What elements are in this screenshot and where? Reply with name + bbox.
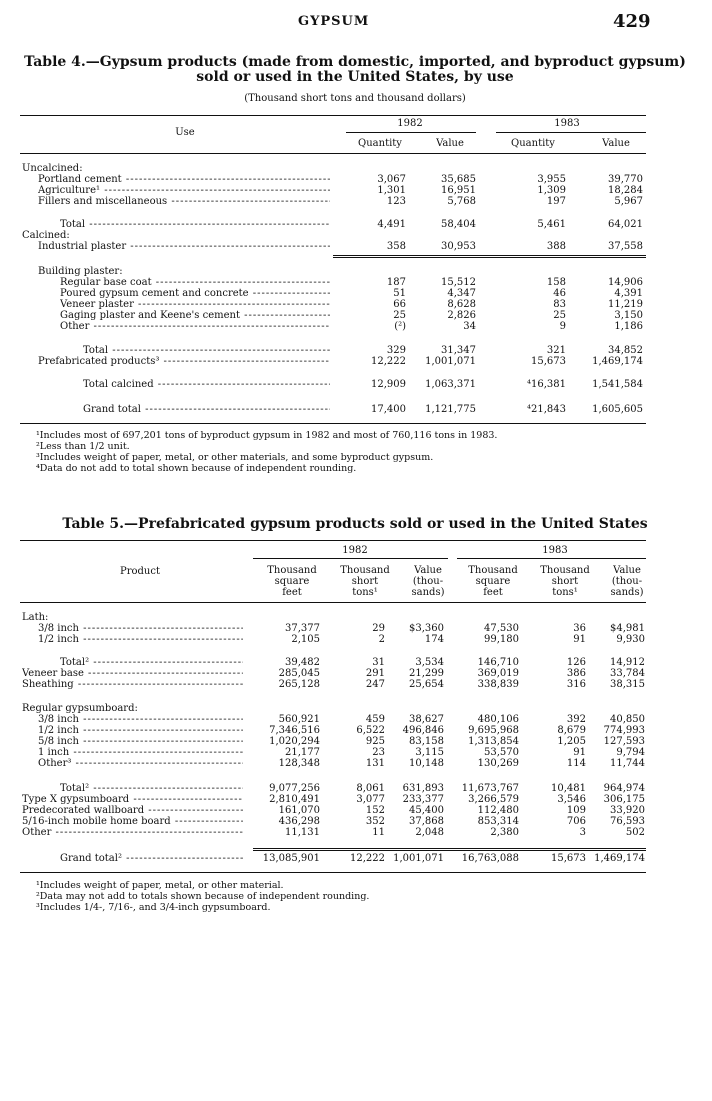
- table-cell: 64,021: [608, 219, 643, 230]
- table-cell: 2,826: [447, 310, 476, 321]
- row-label: Other³ -----: [38, 758, 243, 769]
- table-row: [0, 321, 712, 332]
- table5-col-value-1982-line2: (thou-: [412, 576, 444, 587]
- row-label: Prefabricated products³ -----: [38, 356, 330, 367]
- table-cell: 9: [559, 321, 566, 332]
- table5-col-sqft-1982-line2: square: [274, 576, 310, 587]
- table-cell: 35,685: [441, 174, 476, 185]
- table-cell: 17,400: [371, 404, 406, 415]
- table-cell: 23: [372, 747, 385, 758]
- table-cell: 3,077: [356, 794, 385, 805]
- table-cell: 8,679: [557, 725, 586, 736]
- table-cell: 3,150: [614, 310, 643, 321]
- table-row: [0, 758, 712, 769]
- table4-footnote-2: ²Less than 1/2 unit.: [36, 441, 130, 452]
- table5-col-sqft-1983-line3: feet: [483, 587, 503, 598]
- table-cell: 10,148: [409, 758, 444, 769]
- table-row: [0, 163, 712, 174]
- table-cell: 1,001,071: [393, 853, 444, 864]
- table-cell: 9,794: [616, 747, 645, 758]
- table-cell: 285,045: [278, 668, 320, 679]
- table5-1983-rule: [457, 558, 646, 559]
- table-cell: 12,909: [371, 379, 406, 390]
- table-cell: 34: [463, 321, 476, 332]
- table-cell: 15,673: [531, 356, 566, 367]
- table-cell: 2: [378, 634, 385, 645]
- table-cell: 4,391: [614, 288, 643, 299]
- table5-col-sqft-1982-line3: feet: [282, 587, 302, 598]
- table-cell: 1,313,854: [468, 736, 519, 747]
- table-row: [0, 356, 712, 367]
- row-label: Poured gypsum cement and concrete -----: [60, 288, 330, 299]
- table-cell: 2,048: [415, 827, 444, 838]
- table5-col-tons-1982-line2: short: [351, 576, 379, 587]
- table-cell: 83,158: [409, 736, 444, 747]
- table-cell: 31,347: [441, 345, 476, 356]
- table-row: [0, 805, 712, 816]
- table-cell: 58,404: [441, 219, 476, 230]
- table-cell: 480,106: [477, 714, 519, 725]
- table4-col-use: Use: [175, 127, 195, 138]
- table-cell: 1,186: [614, 321, 643, 332]
- table4-footnote-1: ¹Includes most of 697,201 tons of byproduct gypsum in 1982 and most of 760,116 tons in 1983.: [36, 430, 498, 441]
- table-cell: 53,570: [484, 747, 519, 758]
- table-cell: 321: [546, 345, 566, 356]
- table-cell: 1,309: [537, 185, 566, 196]
- table-cell: 358: [386, 241, 406, 252]
- table5-col-value-1982-line1: Value: [414, 565, 442, 576]
- table-row: [0, 853, 712, 864]
- table4-subtitle: (Thousand short tons and thousand dollars): [244, 93, 466, 104]
- table4-double-rule: [333, 255, 646, 258]
- table-row: [0, 783, 712, 794]
- table-row: [0, 679, 712, 690]
- table-cell: 114: [566, 758, 586, 769]
- table-cell: 11,744: [610, 758, 645, 769]
- table-cell: 123: [386, 196, 406, 207]
- table-row: [0, 668, 712, 679]
- table-cell: 21,299: [409, 668, 444, 679]
- table-cell: 1,301: [377, 185, 406, 196]
- table-cell: 37,377: [285, 623, 320, 634]
- table5-year-1983: 1983: [542, 545, 568, 556]
- table-cell: 1,063,371: [425, 379, 476, 390]
- row-label: Calcined:: [22, 230, 70, 241]
- table-cell: 6,522: [356, 725, 385, 736]
- table-cell: 853,314: [477, 816, 519, 827]
- table-row: [0, 634, 712, 645]
- table-row: [0, 310, 712, 321]
- table-cell: 33,784: [610, 668, 645, 679]
- row-label: Sheathing -----: [22, 679, 243, 690]
- row-label: Building plaster:: [38, 266, 123, 277]
- table-cell: $3,360: [409, 623, 444, 634]
- row-label: Total² -----: [60, 783, 243, 794]
- table-row: [0, 241, 712, 252]
- page-number: 429: [613, 11, 651, 32]
- table5-1982-rule: [253, 558, 448, 559]
- table-cell: 3,546: [557, 794, 586, 805]
- table5-bottom-rule: [20, 872, 646, 873]
- table5-col-sqft-1983-line1: Thousand: [468, 565, 518, 576]
- table-cell: 45,400: [409, 805, 444, 816]
- table-cell: ⁴21,843: [527, 404, 566, 415]
- row-label: 5/8 inch -----: [38, 736, 243, 747]
- table-cell: 3,115: [415, 747, 444, 758]
- table-cell: 36: [573, 623, 586, 634]
- table-row: [0, 623, 712, 634]
- table-cell: 8,628: [447, 299, 476, 310]
- table-cell: 14,906: [608, 277, 643, 288]
- table-cell: 127,593: [603, 736, 645, 747]
- table-row: [0, 703, 712, 714]
- table-cell: 51: [393, 288, 406, 299]
- table-cell: 3,266,579: [468, 794, 519, 805]
- table-cell: 291: [365, 668, 385, 679]
- table-cell: 9,930: [616, 634, 645, 645]
- table5-col-tons-1983-line2: short: [551, 576, 579, 587]
- row-label: Regular base coat -----: [60, 277, 330, 288]
- table-row: [0, 657, 712, 668]
- table-cell: 38,315: [610, 679, 645, 690]
- row-label: 1 inch -----: [38, 747, 243, 758]
- table-cell: 329: [386, 345, 406, 356]
- table-cell: 29: [372, 623, 385, 634]
- table4-1983-rule: [496, 132, 646, 133]
- table4-col-value-1983: Value: [602, 138, 630, 149]
- row-label: Gaging plaster and Keene's cement -----: [60, 310, 330, 321]
- table-cell: 436,298: [278, 816, 320, 827]
- table5-year-1982: 1982: [342, 545, 368, 556]
- table-cell: 2,380: [490, 827, 519, 838]
- table-cell: 40,850: [610, 714, 645, 725]
- table-cell: 47,530: [484, 623, 519, 634]
- table-row: [0, 174, 712, 185]
- row-label: Type X gypsumboard -----: [22, 794, 243, 805]
- table-cell: 352: [365, 816, 385, 827]
- table-cell: ⁴16,381: [527, 379, 566, 390]
- table-cell: 3,534: [415, 657, 444, 668]
- table4-col-value-1982: Value: [436, 138, 464, 149]
- row-label: Total² -----: [60, 657, 243, 668]
- table-cell: 386: [566, 668, 586, 679]
- table-cell: 3: [579, 827, 586, 838]
- row-label: Grand total² -----: [60, 853, 243, 864]
- row-label: Total -----: [60, 219, 330, 230]
- table-cell: 152: [365, 805, 385, 816]
- table5-footnote-2: ²Data may not add to totals shown because of independent rounding.: [36, 891, 370, 902]
- table-cell: 3,067: [377, 174, 406, 185]
- table-row: [0, 736, 712, 747]
- table-cell: 2,105: [291, 634, 320, 645]
- table-cell: 11: [372, 827, 385, 838]
- table-cell: 233,377: [402, 794, 444, 805]
- table-cell: 392: [566, 714, 586, 725]
- table5-col-sqft-1983-line2: square: [475, 576, 511, 587]
- table5-header-rule: [20, 602, 646, 603]
- table-cell: 774,993: [603, 725, 645, 736]
- table-cell: 146,710: [477, 657, 519, 668]
- table5-col-value-1983-line1: Value: [613, 565, 641, 576]
- row-label: Veneer plaster -----: [60, 299, 330, 310]
- table-row: [0, 816, 712, 827]
- table-row: [0, 185, 712, 196]
- table-cell: 1,121,775: [425, 404, 476, 415]
- row-label: 3/8 inch -----: [38, 623, 243, 634]
- table-cell: 7,346,516: [269, 725, 320, 736]
- table-cell: 83: [553, 299, 566, 310]
- table-cell: 4,347: [447, 288, 476, 299]
- table-cell: 37,558: [608, 241, 643, 252]
- table-cell: 31: [372, 657, 385, 668]
- table-cell: 91: [573, 747, 586, 758]
- row-label: Uncalcined:: [22, 163, 83, 174]
- table-cell: 631,893: [402, 783, 444, 794]
- table-cell: 1,205: [557, 736, 586, 747]
- table-row: [0, 725, 712, 736]
- table-cell: 37,868: [409, 816, 444, 827]
- table-cell: 5,768: [447, 196, 476, 207]
- table-row: [0, 299, 712, 310]
- table-row: [0, 404, 712, 415]
- table-cell: 11,673,767: [461, 783, 519, 794]
- table-cell: 38,627: [409, 714, 444, 725]
- table5-col-product: Product: [120, 566, 160, 577]
- table-cell: 369,019: [477, 668, 519, 679]
- table-cell: 91: [573, 634, 586, 645]
- table5-col-tons-1982-line3: tons¹: [352, 587, 378, 598]
- table-cell: 16,951: [441, 185, 476, 196]
- table-cell: 99,180: [484, 634, 519, 645]
- table-cell: 4,491: [377, 219, 406, 230]
- table5-footnote-3: ³Includes 1/4-, 7/16-, and 3/4-inch gypsumboard.: [36, 902, 271, 913]
- table-cell: 34,852: [608, 345, 643, 356]
- table-cell: 109: [566, 805, 586, 816]
- table-cell: 25: [393, 310, 406, 321]
- table-cell: 197: [546, 196, 566, 207]
- table-row: [0, 379, 712, 390]
- table-row: [0, 219, 712, 230]
- row-label: Other -----: [60, 321, 330, 332]
- table-row: [0, 230, 712, 241]
- table-cell: 1,469,174: [592, 356, 643, 367]
- table-cell: 338,839: [477, 679, 519, 690]
- row-label: Portland cement -----: [38, 174, 330, 185]
- row-label: Regular gypsumboard:: [22, 703, 138, 714]
- table-cell: 12,222: [371, 356, 406, 367]
- table5-col-value-1982-line3: sands): [411, 587, 445, 598]
- table4-title-line1: Table 4.—Gypsum products (made from domestic, imported, and byproduct gypsum): [24, 54, 686, 70]
- table4-col-quantity-1983: Quantity: [511, 138, 555, 149]
- table-cell: 1,541,584: [592, 379, 643, 390]
- table-cell: 158: [546, 277, 566, 288]
- table5-col-value-1983-line2: (thou-: [611, 576, 643, 587]
- table-cell: 12,222: [350, 853, 385, 864]
- running-header: GYPSUM: [298, 14, 370, 29]
- row-label: Industrial plaster -----: [38, 241, 330, 252]
- table-row: [0, 827, 712, 838]
- table-row: [0, 288, 712, 299]
- table4-title-line2: sold or used in the United States, by use: [196, 69, 514, 85]
- table-cell: 131: [365, 758, 385, 769]
- table-row: [0, 794, 712, 805]
- table-cell: 25: [553, 310, 566, 321]
- table-cell: 15,673: [551, 853, 586, 864]
- table-cell: 265,128: [278, 679, 320, 690]
- table-cell: 76,593: [610, 816, 645, 827]
- row-label: Veneer base -----: [22, 668, 243, 679]
- table-cell: 3,955: [537, 174, 566, 185]
- table-cell: 18,284: [608, 185, 643, 196]
- table-cell: 33,920: [610, 805, 645, 816]
- table-cell: 13,085,901: [262, 853, 320, 864]
- table-cell: 964,974: [603, 783, 645, 794]
- table-cell: 39,482: [285, 657, 320, 668]
- table5-double-rule: [253, 848, 646, 851]
- table-cell: 15,512: [441, 277, 476, 288]
- table-cell: 21,177: [285, 747, 320, 758]
- table-cell: $4,981: [610, 623, 645, 634]
- table-cell: 1,469,174: [594, 853, 645, 864]
- table-row: [0, 266, 712, 277]
- table-row: [0, 196, 712, 207]
- table-cell: (²): [394, 321, 406, 332]
- table4-col-quantity-1982: Quantity: [358, 138, 402, 149]
- table-cell: 459: [365, 714, 385, 725]
- table-cell: 2,810,491: [269, 794, 320, 805]
- table-row: [0, 714, 712, 725]
- row-label: Lath:: [22, 612, 49, 623]
- table-cell: 25,654: [409, 679, 444, 690]
- table5-col-tons-1983-line3: tons¹: [552, 587, 578, 598]
- row-label: Total -----: [83, 345, 330, 356]
- table-cell: 130,269: [477, 758, 519, 769]
- table-cell: 496,846: [402, 725, 444, 736]
- table-cell: 14,912: [610, 657, 645, 668]
- table-cell: 9,077,256: [269, 783, 320, 794]
- table5-top-rule: [20, 540, 646, 541]
- table-cell: 925: [365, 736, 385, 747]
- table-cell: 502: [625, 827, 645, 838]
- table-cell: 1,020,294: [269, 736, 320, 747]
- table-row: [0, 277, 712, 288]
- table-cell: 706: [566, 816, 586, 827]
- row-label: Total calcined -----: [83, 379, 330, 390]
- table-cell: 174: [424, 634, 444, 645]
- table-cell: 316: [566, 679, 586, 690]
- row-label: 1/2 inch -----: [38, 725, 243, 736]
- table-cell: 16,763,088: [461, 853, 519, 864]
- table5-col-value-1983-line3: sands): [610, 587, 644, 598]
- table-cell: 11,219: [608, 299, 643, 310]
- table-cell: 39,770: [608, 174, 643, 185]
- table-cell: 1,605,605: [592, 404, 643, 415]
- table-cell: 1,001,071: [425, 356, 476, 367]
- table5-col-tons-1982-line1: Thousand: [340, 565, 390, 576]
- table-cell: 66: [393, 299, 406, 310]
- row-label: Agriculture¹ -----: [38, 185, 330, 196]
- table-row: [0, 612, 712, 623]
- table-cell: 11,131: [285, 827, 320, 838]
- table-cell: 30,953: [441, 241, 476, 252]
- table5-col-tons-1983-line1: Thousand: [540, 565, 590, 576]
- table-cell: 187: [386, 277, 406, 288]
- table5-col-sqft-1982-line1: Thousand: [267, 565, 317, 576]
- row-label: Grand total -----: [83, 404, 330, 415]
- row-label: Fillers and miscellaneous -----: [38, 196, 330, 207]
- table-row: [0, 345, 712, 356]
- row-label: Other -----: [22, 827, 243, 838]
- table-cell: 5,967: [614, 196, 643, 207]
- table-row: [0, 747, 712, 758]
- table-cell: 306,175: [603, 794, 645, 805]
- table-cell: 161,070: [278, 805, 320, 816]
- table5-footnote-1: ¹Includes weight of paper, metal, or other material.: [36, 880, 284, 891]
- table-cell: 112,480: [477, 805, 519, 816]
- row-label: Predecorated wallboard -----: [22, 805, 243, 816]
- table4-year-1982: 1982: [397, 118, 423, 129]
- table-cell: 560,921: [278, 714, 320, 725]
- table-cell: 388: [546, 241, 566, 252]
- table-cell: 247: [365, 679, 385, 690]
- table-cell: 10,481: [551, 783, 586, 794]
- table5-title: Table 5.—Prefabricated gypsum products sold or used in the United States: [62, 516, 648, 532]
- row-label: 5/16-inch mobile home board -----: [22, 816, 243, 827]
- table4-year-1983: 1983: [554, 118, 580, 129]
- table4-bottom-rule: [20, 423, 646, 424]
- table4-header-rule: [20, 153, 646, 154]
- table4-footnote-3: ³Includes weight of paper, metal, or other materials, and some byproduct gypsum.: [36, 452, 434, 463]
- row-label: 3/8 inch -----: [38, 714, 243, 725]
- table-cell: 128,348: [278, 758, 320, 769]
- table-cell: 9,695,968: [468, 725, 519, 736]
- table4-top-rule: [20, 115, 646, 116]
- table-cell: 126: [566, 657, 586, 668]
- table-cell: 8,061: [356, 783, 385, 794]
- table-cell: 5,461: [537, 219, 566, 230]
- row-label: 1/2 inch -----: [38, 634, 243, 645]
- table4-1982-rule: [346, 132, 476, 133]
- table4-footnote-4: ⁴Data do not add to total shown because of independent rounding.: [36, 463, 357, 474]
- table-cell: 46: [553, 288, 566, 299]
